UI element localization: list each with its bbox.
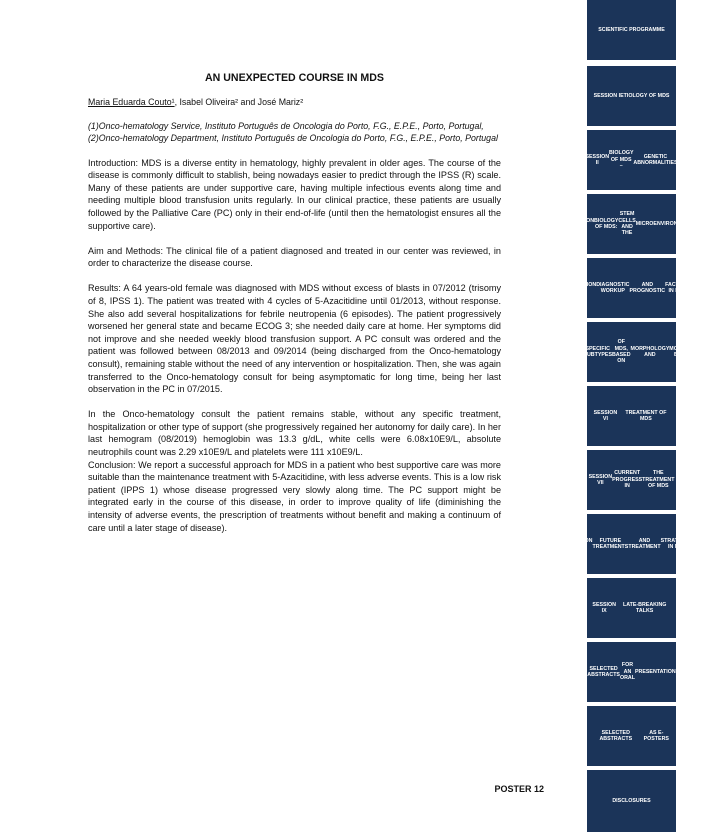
sidebar-item-label: AS E-POSTERS [643, 729, 669, 742]
sidebar-item-label: STRATEGIES IN MDS [660, 537, 695, 550]
sidebar-item-disclosures[interactable] [587, 770, 676, 832]
sidebar-item-label: SESSION VI [593, 409, 618, 422]
sidebar-item-session-3[interactable] [570, 194, 693, 254]
sidebar-item-session-7[interactable] [587, 450, 676, 510]
sidebar-item-oral-abstracts[interactable] [587, 642, 676, 702]
sidebar-item-session-5[interactable] [559, 322, 703, 382]
sidebar-item-label: THE TREATMENT OF MDS [642, 470, 675, 490]
sidebar-item-label: LATE-BREAKING TALKS [622, 601, 667, 614]
sidebar-item-label: MOLECULAR BIOLOGY [669, 345, 703, 358]
sidebar-item-label: AND PROGNOSTIC [629, 281, 666, 294]
results-paragraph: Results: A 64 years-old female was diagnosed with MDS without excess of blasts in 07/2012 (trisomy of 8, IPSS 1). The patient was treated with 4 cycles of 5-Azacitidine until 01/2013, without response. She also add several hospitalizations for febrile neutropenia (6 episodes). The patient progressively worsened her general state and became ECOG 3; she needed daily care at home. Her symptoms did not improve and she needed weekly blood transfusion support. A PC consult was ordered and the patient was followed between 08/2013 and 09/2014 (being discharged from the Onco-hematology consult), remaining stable without the need of any intervention or hospitalization. Then, she was again transferred to the Onco-hematology consult for being asymptomatic for long time, being her last observation in the PC in 07/2015. [88, 283, 501, 395]
sidebar-item-label: SCIENTIFIC PROGRAMME [598, 26, 665, 33]
sidebar-item-label: SESSION VIII [568, 537, 593, 550]
sidebar-item-label: CURRENT PROGRESS IN [612, 470, 643, 490]
sidebar-item-label: SESSION I [593, 92, 621, 99]
sidebar-item-label: SESSION IV [572, 281, 597, 294]
sidebar-item-session-2[interactable] [587, 130, 676, 190]
sidebar-item-label: FUTURE TREATMENTS [592, 537, 629, 550]
sidebar-item-session-1[interactable] [587, 66, 676, 126]
sidebar-item-session-9[interactable] [587, 578, 676, 638]
sidebar-item-label: GENETIC ABNORMALITIES [633, 153, 678, 166]
sidebar-item-session-6[interactable] [587, 386, 676, 446]
affiliation-1: (1)Onco-hematology Service, Instituto Português de Oncologia do Porto, F.G., E.P.E., Porto, Portugal, [88, 121, 484, 132]
abstract-content [88, 72, 501, 547]
affiliation-2: (2)Onco-hematology Department, Instituto Português de Oncologia do Porto, F.G., E.P.E., Porto, Portugal [88, 133, 498, 144]
sidebar-item-label: TREATMENT OF MDS [625, 409, 667, 422]
followup-paragraph: In the Onco-hematology consult the patient remains stable, without any specific treatment, hospitalization or other type of support (she progressively regained her autonomy for daily care). In her last hemogram (08/2019) hemoglobin was 13.3 g/dL, white cells were 6.08x10E9/L, absolute neutrophils count was 2.29 x10E9/L and platelets were 111 x10E9/L. [88, 409, 501, 457]
sidebar-item-scientific-programme[interactable] [587, 0, 676, 60]
author-list [88, 96, 501, 109]
sidebar-item-label: SESSION VII [588, 473, 613, 486]
sidebar-item-label: OF MDS, BASED ON [611, 339, 631, 365]
sidebar-item-label: SPECIFIC SUBTYPES [583, 345, 612, 358]
sidebar-item-label: SELECTED ABSTRACTS [599, 729, 633, 742]
sidebar-item-label: STEM CELLS AND THE [618, 211, 636, 237]
first-author: Maria Eduarda Couto¹ [88, 96, 175, 107]
co-authors: , Isabel Oliveira² and José Mariz² [174, 96, 304, 107]
sidebar-item-label: PRESENTATION [634, 668, 676, 675]
sidebar-item-e-posters[interactable] [587, 706, 676, 766]
sidebar-item-label: MORPHOLOGY AND [630, 345, 670, 358]
sidebar-item-label: MICROENVIRONMENT [635, 220, 693, 227]
sidebar-item-label: FACTORS IN MDS [665, 281, 691, 294]
introduction-paragraph: Introduction: MDS is a diverse entity in hematology, highly prevalent in older ages. The course of the disease is commonly difficult to stablish, being nowadays easier to predict through the IPSS (R) scale. Many of these patients are under supportive care, having multiple infectious events along time and needing multiple blood transfusion units regularly. In our clinical practice, these patients are usually followed by the Palliative Care (PC) only in their end-of-life (until then the hematologist ensures all the supportive care). [88, 157, 501, 231]
abstract-title: AN UNEXPECTED COURSE IN MDS [205, 72, 384, 84]
sidebar-item-label: FOR AN ORAL [619, 662, 635, 682]
sidebar-item-label: SESSION IX [592, 601, 616, 614]
aim-methods-paragraph: Aim and Methods: The clinical file of a patient diagnosed and treated in our center was reviewed, in order to characterize the disease course. [88, 245, 501, 269]
sidebar-nav [559, 0, 703, 832]
sidebar-item-label: DISCLOSURES [612, 797, 651, 804]
conclusion-paragraph: Conclusion: We report a successful approach for MDS in a patient who best supportive care was more suitable than the maintenance treatment with 5-Azacitidine, with less adverse events. This is a low risk patient (IPPS 1) whose disease progressed very slowly along time. The PC support might be integrated early in the course of this disease, in order to improve quality of life (diminishing the intensity of adverse events, the prescription of treatments without benefit and making a continuum of care until a later stage of disease). [88, 459, 501, 533]
sidebar-item-session-4[interactable] [572, 258, 691, 318]
sidebar-item-label: AND TREATMENT [628, 537, 661, 550]
sidebar-item-label: SESSION V [559, 345, 584, 358]
sidebar-item-label: BIOLOGY OF MDS – [609, 150, 634, 170]
sidebar-item-label: SELECTED ABSTRACTS [587, 665, 620, 678]
sidebar-item-label: ETIOLOGY OF MDS [620, 92, 670, 99]
poster-label: POSTER 12 [494, 784, 544, 794]
sidebar-item-label: BIOLOGY OF MDS: [594, 217, 619, 230]
sidebar-item-label: SESSION II [585, 153, 610, 166]
sidebar-item-session-8[interactable] [568, 514, 695, 574]
sidebar-item-label: SESSION III [570, 217, 595, 230]
sidebar-item-label: DIAGNOSTIC WORKUP [596, 281, 630, 294]
affiliations [88, 120, 501, 144]
